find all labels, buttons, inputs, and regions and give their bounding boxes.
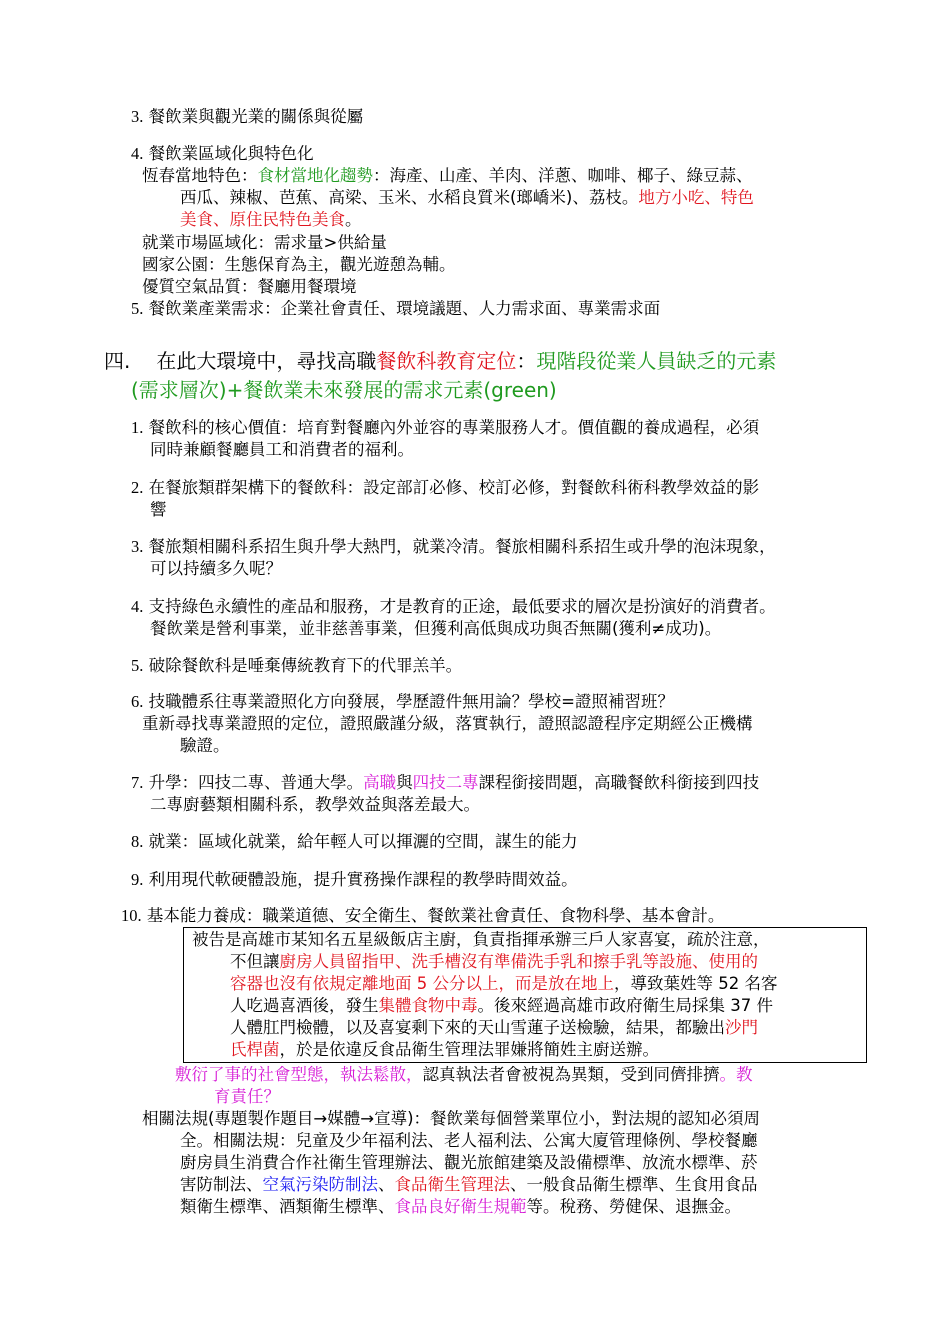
item-number: 3.: [131, 537, 144, 556]
list-item-4-cont: 餐飲業是營利事業，並非慈善事業，但獲利高低與成功與否無關(獲利≠成功)。: [150, 619, 722, 638]
after-line-2: 育責任？: [214, 1087, 280, 1106]
case-line-5: [230, 1017, 758, 1039]
text-span: 、一般食品衛生標準、生食用食品: [510, 1175, 758, 1194]
laws-line-5: [180, 1196, 741, 1218]
laws-line-3: 廚房員生消費合作社衛生管理辦法、觀光旅館建築及設備標準、放流水標準、菸: [180, 1153, 758, 1172]
text-span: 不但讓: [230, 952, 280, 971]
case-line-3: [230, 973, 778, 995]
section-heading: [104, 348, 776, 374]
item-text: 在餐旅類群架構下的餐飲科：設定部訂必修、校訂必修，對餐飲科術科教學效益的影: [148, 478, 760, 497]
list-item-6-cont: 重新尋找專業證照的定位，證照嚴謹分級，落實執行，證照認證程序定期經公正機構: [142, 714, 753, 733]
text-span: 害防制法、: [180, 1175, 263, 1194]
list-item-4: [131, 596, 776, 618]
case-line-6: [230, 1039, 659, 1061]
text-span: 課程銜接問題，高職餐飲科銜接到四技: [478, 773, 760, 792]
text-span: 、: [378, 1175, 395, 1194]
highlight-red: 美食、原住民特色美食: [180, 210, 345, 229]
item-4-line-4: 就業市場區域化：需求量>供給量: [142, 233, 387, 252]
case-line-2: [230, 951, 758, 973]
list-item-7-cont: 二專廚藝類相關科系，教學效益與落差最大。: [150, 795, 480, 814]
highlight-red: 容器也沒有依規定離地面 5 公分以上，而是放在地上: [230, 974, 614, 993]
list-item-10: [121, 905, 724, 927]
text-span: 人體肛門檢體，以及喜宴剩下來的天山雪蓮子送檢驗，結果，都驗出: [230, 1018, 725, 1037]
highlight-red: 沙門: [725, 1018, 758, 1037]
highlight-green: 現階段從業人員缺乏的元素: [536, 349, 777, 373]
section-heading-line-2: (需求層次)+餐飲業未來發展的需求元素(green): [131, 378, 557, 402]
item-text: 利用現代軟硬體設施，提升實務操作課程的教學時間效益。: [148, 870, 578, 889]
item-number: 6.: [131, 692, 144, 711]
text-span: 與: [396, 773, 413, 792]
item-text: 餐旅類相關科系招生與升學大熱門，就業冷清。餐旅相關科系招生或升學的泡沫現象，: [148, 537, 776, 556]
highlight-red: 地方小吃、特色: [638, 188, 754, 207]
item-number: 3.: [131, 107, 144, 126]
list-item-8: [131, 831, 578, 853]
list-item-5: [131, 655, 462, 677]
highlight-blue: 空氣污染防制法: [262, 1175, 378, 1194]
section-number: 四.: [104, 349, 131, 373]
list-item-3-cont: 可以持續多久呢？: [150, 559, 282, 578]
text-span: ，導致葉姓等 52 名客: [614, 974, 778, 993]
list-item-6-cont-2: 驗證。: [180, 736, 230, 755]
item-number: 10.: [121, 906, 142, 925]
list-item-3: [131, 536, 776, 558]
item-4-line-1: [142, 165, 753, 187]
item-5: [131, 298, 660, 320]
laws-line-1: 相關法規(專題製作題目→媒體→宣導)：餐飲業每個營業單位小，對法規的認知必須周: [142, 1109, 761, 1128]
item-text: 餐飲科的核心價值：培育對餐廳內外並容的專業服務人才。價值觀的養成過程，必須: [148, 418, 760, 437]
after-line-1: [175, 1064, 753, 1086]
item-4-line-3: [180, 209, 362, 231]
item-4-line-2: [180, 187, 754, 209]
highlight-red: 氏桿菌: [230, 1040, 280, 1059]
text-span: 恆春當地特色：: [142, 166, 258, 185]
laws-line-4: [180, 1174, 758, 1196]
list-item-2: [131, 477, 759, 499]
list-item-1-cont: 同時兼顧餐廳員工和消費者的福利。: [150, 440, 414, 459]
highlight-magenta: 四技二專: [412, 773, 479, 792]
list-item-2-cont: 響: [150, 500, 167, 519]
highlight-magenta: 。教: [719, 1065, 753, 1084]
text-span: 升學：四技二專、普通大學。: [148, 773, 364, 792]
item-number: 5.: [131, 656, 144, 675]
item-3: [131, 106, 363, 128]
text-span: 類衛生標準、酒類衛生標準、: [180, 1197, 395, 1216]
item-number: 5.: [131, 299, 144, 318]
item-text: 支持綠色永續性的產品和服務，才是教育的正途，最低要求的層次是扮演好的消費者。: [148, 597, 776, 616]
text-span: 人吃過喜酒後，發生: [230, 996, 379, 1015]
text-span: 等。稅務、勞健保、退撫金。: [526, 1197, 741, 1216]
highlight-red: 餐飲科教育定位: [376, 349, 517, 373]
case-line-4: [230, 995, 773, 1017]
item-text: 基本能力養成：職業道德、安全衛生、餐飲業社會責任、食物科學、基本會計。: [146, 906, 725, 925]
item-number: 9.: [131, 870, 144, 889]
item-number: 4.: [131, 144, 144, 163]
text-span: 。: [345, 210, 362, 229]
highlight-red: 食品衛生管理法: [394, 1175, 510, 1194]
highlight-green: 食材當地化趨勢: [257, 166, 373, 185]
list-item-6: [131, 691, 674, 713]
text-span: 認真執法者會被視為異類，受到同儕排擠: [422, 1065, 720, 1084]
text-span: 西瓜、辣椒、芭蕉、高梁、玉米、水稻良質米(瑯嶠米)、荔枝。: [180, 188, 639, 207]
item-text: 餐飲業產業需求：企業社會責任、環境議題、人力需求面、專業需求面: [148, 299, 661, 318]
laws-line-2: 全。相關法規：兒童及少年福利法、老人福利法、公寓大廈管理條例、學校餐廳: [180, 1131, 758, 1150]
list-item-9: [131, 869, 578, 891]
item-number: 4.: [131, 597, 144, 616]
text-span: ，於是依違反食品衛生管理法罪嫌將簡姓主廚送辦。: [279, 1040, 659, 1059]
highlight-magenta: 食品良好衛生規範: [394, 1197, 527, 1216]
item-4-line-6: 優質空氣品質：餐廳用餐環境: [142, 277, 357, 296]
highlight-magenta: 高職: [363, 773, 397, 792]
text-span: ：海產、山產、羊肉、洋蔥、咖啡、椰子、綠豆蒜、: [373, 166, 753, 185]
item-number: 1.: [131, 418, 144, 437]
highlight-red: 廚房人員留指甲、洗手槽沒有準備洗手乳和擦手乳等設施、使用的: [279, 952, 758, 971]
item-number: 8.: [131, 832, 144, 851]
item-text: 破除餐飲科是唾棄傳統教育下的代罪羔羊。: [148, 656, 463, 675]
highlight-red: 集體食物中毒: [378, 996, 478, 1015]
item-number: 7.: [131, 773, 144, 792]
list-item-1: [131, 417, 759, 439]
text-span: 在此大環境中，尋找高職: [156, 349, 377, 373]
list-item-7: [131, 772, 759, 794]
item-text: 就業：區域化就業，給年輕人可以揮灑的空間，謀生的能力: [148, 832, 578, 851]
item-4-title: [131, 143, 314, 165]
text-span: ：: [516, 349, 537, 373]
case-line-1: 被告是高雄市某知名五星級飯店主廚，負責指揮承辦三戶人家喜宴，疏於注意，: [192, 930, 770, 949]
item-text: 技職體系往專業證照化方向發展，學歷證件無用論？學校=證照補習班？: [148, 692, 674, 711]
item-text: 餐飲業區域化與特色化: [148, 144, 314, 163]
item-number: 2.: [131, 478, 144, 497]
text-span: 。後來經過高雄市政府衛生局採集 37 件: [477, 996, 773, 1015]
highlight-magenta: 敷衍了事的社會型態，執法鬆散，: [175, 1065, 423, 1084]
item-text: 餐飲業與觀光業的關係與從屬: [148, 107, 364, 126]
item-4-line-5: 國家公園：生態保育為主，觀光遊憩為輔。: [142, 255, 456, 274]
